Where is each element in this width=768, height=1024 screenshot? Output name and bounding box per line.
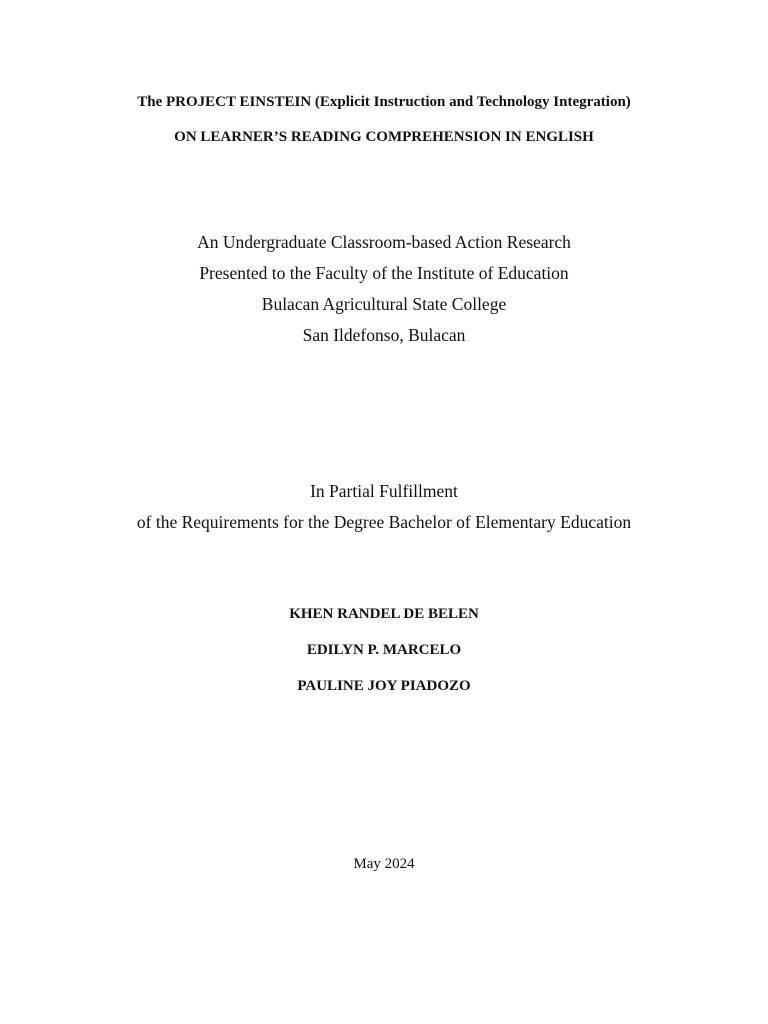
institution-location: San Ildefonso, Bulacan: [302, 325, 466, 345]
author-name-1: KHEN RANDEL DE BELEN: [289, 606, 479, 622]
author-name-3: PAULINE JOY PIADOZO: [297, 678, 471, 694]
title-line-1: The PROJECT EINSTEIN (Explicit Instruction and Technology Integration): [137, 94, 631, 110]
institution-name: Bulacan Agricultural State College: [261, 294, 507, 314]
fulfillment-line-2: of the Requirements for the Degree Bachelor of Elementary Education: [136, 512, 632, 532]
presentation-line-1: An Undergraduate Classroom-based Action Research: [197, 232, 571, 252]
title-line-2: ON LEARNER’S READING COMPREHENSION IN ENGLISH: [174, 129, 594, 145]
fulfillment-line-1: In Partial Fulfillment: [310, 481, 458, 501]
author-name-2: EDILYN P. MARCELO: [306, 642, 462, 658]
submission-date: May 2024: [353, 856, 415, 872]
presentation-line-2: Presented to the Faculty of the Institute of Education: [199, 263, 569, 283]
